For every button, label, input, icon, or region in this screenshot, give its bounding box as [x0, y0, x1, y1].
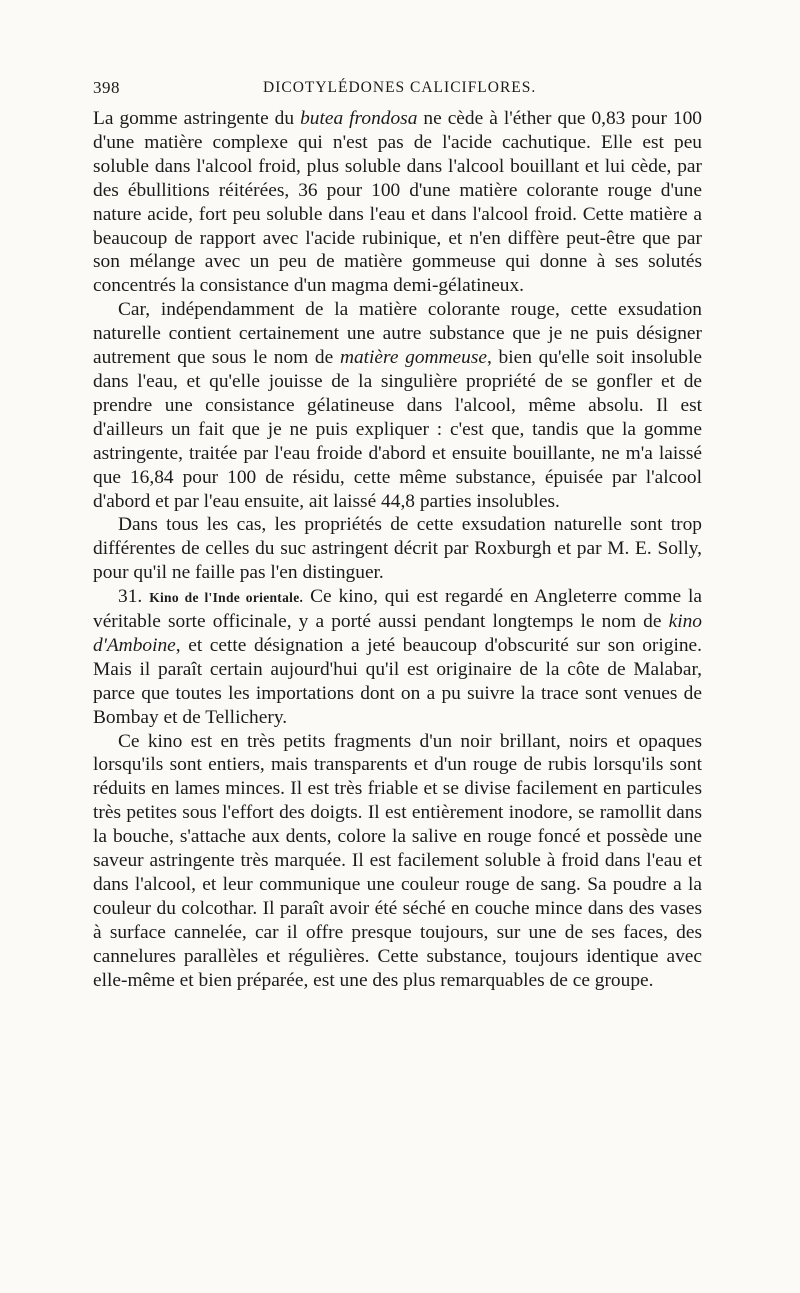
paragraph-kino-section: 31. Kino de l'Inde orientale. Ce kino, qui est regardé en Angleterre comme la véritable sorte officinale, y a porté aussi pendant longtemps le nom de kino d'Amboine, et cette désignation a jeté beaucoup d'obscurité sur son origine. Mais il paraît certain aujourd'hui qu'il est originaire de la côte de Malabar, parce que toutes les importations dont on a pu suivre la trace sont venues de Bombay et de Tellichery.	[93, 586, 702, 728]
section-number: 31.	[118, 586, 143, 608]
body-text	[93, 107, 702, 993]
running-head: DICOTYLÉDONES CALICIFLORES.	[263, 79, 537, 96]
italic-term: matière gommeuse	[339, 347, 487, 369]
paragraph-gummy-matter: Car, indépendamment de la matière colorante rouge, cette exsudation naturelle contient certainement une autre substance que je ne puis désigner autrement que sous le nom de matière gommeuse, bien qu'elle soit insoluble dans l'eau, et qu'elle jouisse de la singulière propriété de se gonfler et de prendre une consistance gélatineuse dans l'alcool, même absolu. Il est d'ailleurs un fait que je ne puis expliquer : c'est que, tandis que la gomme astringente, traitée par l'eau froide d'abord et ensuite bouillante, ne m'a laissé que 16,84 pour 100 de résidu, cette même substance, épuisée par l'alcool d'abord et par l'eau ensuite, ait laissé 44,8 parties insolubles.	[93, 299, 702, 512]
paragraph-kino-description: Ce kino est en très petits fragments d'un noir brillant, noirs et opaques lorsqu'ils sont entiers, mais transparents et d'un rouge de rubis lorsqu'ils sont réduits en lames minces. Il est très friable et se divise facilement en particules très petites sous l'effort des doigts. Il est entièrement inodore, se ramollit dans la bouche, s'attache aux dents, colore la salive en rouge foncé et possède une saveur astringente très marquée. Il est facilement soluble à froid dans l'eau et dans l'alcool, et leur communique une couleur rouge de sang. Sa poudre a la couleur du colcothar. Il paraît avoir été séché en couche mince dans des vases à surface cannelée, car il offre presque toujours, sur une de ses faces, des cannelures parallèles et régulières. Cette substance, toujours identique avec elle-même et bien préparée, est une des plus remarquables de ce groupe.	[93, 730, 702, 991]
page-header	[93, 78, 702, 102]
italic-term: kino d'Amboine	[93, 611, 702, 656]
italic-term: butea frondosa	[300, 108, 418, 129]
section-heading: Kino de l'Inde orientale.	[149, 590, 304, 606]
paragraph-distinction: Dans tous les cas, les propriétés de cette exsudation naturelle sont trop différentes de celles du suc astringent décrit par Roxburgh et par M. E. Solly, pour qu'il ne faille pas l'en distinguer.	[93, 514, 702, 584]
page-number: 398	[93, 78, 120, 97]
paragraph-butea-gum: La gomme astringente du butea frondosa ne cède à l'éther que 0,83 pour 100 d'une matière complexe qui n'est pas de l'acide cachutique. Elle est peu soluble dans l'alcool froid, plus soluble dans l'alcool bouillant et lui cède, par des ébullitions réitérées, 36 pour 100 d'une matière colorante rouge d'une nature acide, fort peu soluble dans l'eau et dans l'alcool froid. Cette matière a beaucoup de rapport avec l'acide rubinique, et n'en diffère peut-être que par son mélange avec un peu de matière gommeuse qui donne à ses solutés concentrés la consistance d'un magma demi-gélatineux.	[93, 108, 703, 297]
